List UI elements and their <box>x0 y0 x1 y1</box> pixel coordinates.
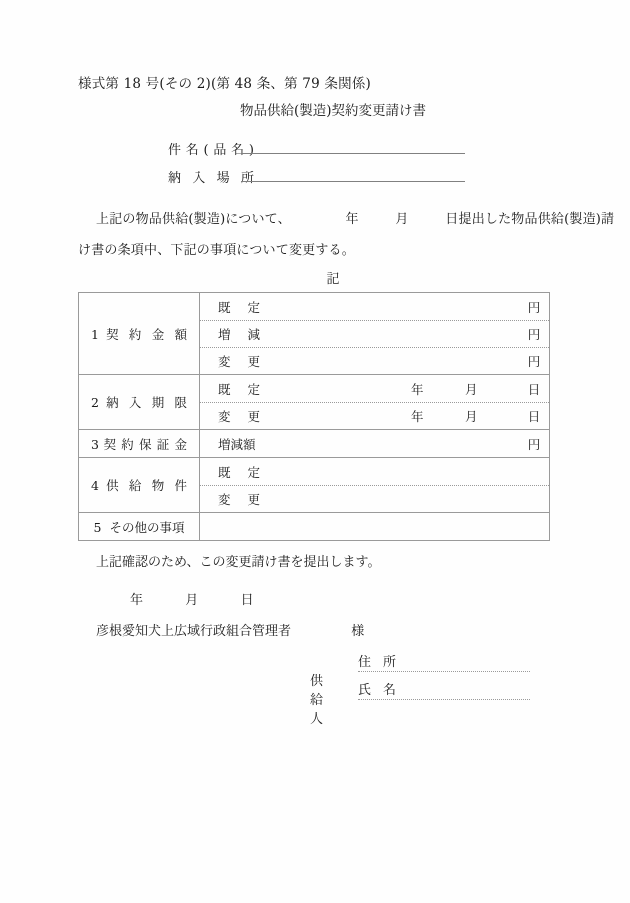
unit-day: 日 <box>527 409 541 424</box>
field-label-delivery-place <box>168 167 254 186</box>
subrow-label: 変 更 <box>218 409 260 424</box>
date-units <box>411 407 549 425</box>
body-line1-prefix: 上記の物品供給(製造)について、 <box>96 212 291 227</box>
signature-day: 日 <box>240 593 254 608</box>
row-label-other-matters <box>79 513 200 541</box>
unit-yen: 円 <box>527 354 541 369</box>
field-label-subject <box>168 139 254 158</box>
table-row <box>79 293 550 375</box>
addressee-honorific: 様 <box>351 624 365 639</box>
body-line1-year: 年 <box>345 212 359 227</box>
body-paragraph-line-1 <box>96 208 614 227</box>
addressee-line <box>96 620 364 639</box>
subrow-label: 既 定 <box>218 299 260 315</box>
row-values-supplied-items <box>200 458 550 513</box>
row-values-delivery-deadline <box>200 375 550 430</box>
row-number: 1 <box>91 326 99 342</box>
body-line1-day: 日提出した物品供給(製造)請 <box>445 212 615 227</box>
table-row <box>79 375 550 430</box>
subrow-existing <box>200 458 549 485</box>
subrow-label: 変 更 <box>218 354 260 369</box>
unit-day: 日 <box>527 381 541 397</box>
supplier-address-label: 住 所 <box>358 655 396 670</box>
body-paragraph-line-2: け書の条項中、下記の事項について変更する。 <box>78 243 355 258</box>
subrow-adjustment <box>200 430 549 457</box>
signature-month: 月 <box>185 593 199 608</box>
page-title: 物品供給(製造)契約変更請け書 <box>239 103 427 119</box>
subject-input[interactable] <box>241 153 465 154</box>
subrow-revised <box>200 402 549 429</box>
addressee-name: 彦根愛知犬上広域行政組合管理者 <box>96 624 292 639</box>
row-label-contract-amount <box>79 293 200 375</box>
unit-yen: 円 <box>527 299 541 315</box>
form-code: 様式第 18 号(その 2)(第 48 条、第 79 条関係) <box>78 76 371 92</box>
subrow-label: 変 更 <box>218 492 260 507</box>
subrow-existing <box>200 293 549 320</box>
unit-month: 月 <box>465 409 478 424</box>
row-label-text: 契 約 保 証 金 <box>103 436 187 452</box>
row-number: 4 <box>91 478 99 493</box>
delivery-place-input[interactable] <box>241 181 465 182</box>
row-values-other-matters <box>200 513 550 541</box>
subrow-label: 増 減 <box>218 327 260 342</box>
supplier-label: 供給人 <box>310 674 324 727</box>
row-number: 3 <box>91 436 99 452</box>
row-label-text: 納 入 期 限 <box>106 395 187 410</box>
subrow-change-amount <box>200 320 549 347</box>
subject-label: 件名(品名) <box>168 143 254 158</box>
supplier-name-field[interactable] <box>358 679 530 700</box>
table-row <box>79 430 550 458</box>
row-label-supplied-items <box>79 458 200 513</box>
signature-date <box>130 589 254 608</box>
subrow-label: 増減額 <box>218 436 256 452</box>
subrow-other <box>200 513 549 540</box>
closing-statement: 上記確認のため、この変更請け書を提出します。 <box>96 555 381 570</box>
table-row <box>79 458 550 513</box>
supplier-address-field[interactable] <box>358 651 530 672</box>
unit-yen: 円 <box>527 327 541 342</box>
subrow-revised <box>200 347 549 374</box>
row-label-text: 契 約 金 額 <box>106 326 187 342</box>
supplier-name-label: 氏 名 <box>358 683 396 698</box>
delivery-place-label: 納 入 場 所 <box>168 171 254 186</box>
row-number: 5 <box>93 519 102 535</box>
row-label-text: 供 給 物 件 <box>106 478 187 493</box>
row-label-delivery-deadline <box>79 375 200 430</box>
subrow-label: 既 定 <box>218 464 260 480</box>
body-line1-month: 月 <box>395 212 409 227</box>
row-label-contract-deposit <box>79 430 200 458</box>
row-values-contract-amount <box>200 293 550 375</box>
row-number: 2 <box>91 395 99 410</box>
row-values-contract-deposit <box>200 430 550 458</box>
subrow-revised <box>200 485 549 512</box>
unit-yen: 円 <box>527 436 541 452</box>
change-details-table <box>78 292 550 541</box>
subrow-label: 既 定 <box>218 381 260 397</box>
unit-year: 年 <box>411 381 424 397</box>
unit-year: 年 <box>411 409 424 424</box>
unit-month: 月 <box>465 381 478 397</box>
row-label-text: その他の事項 <box>109 519 185 535</box>
subrow-existing <box>200 375 549 402</box>
ki-marker: 記 <box>326 272 340 287</box>
table-row <box>79 513 550 541</box>
signature-year: 年 <box>130 593 144 608</box>
date-units <box>411 380 549 398</box>
